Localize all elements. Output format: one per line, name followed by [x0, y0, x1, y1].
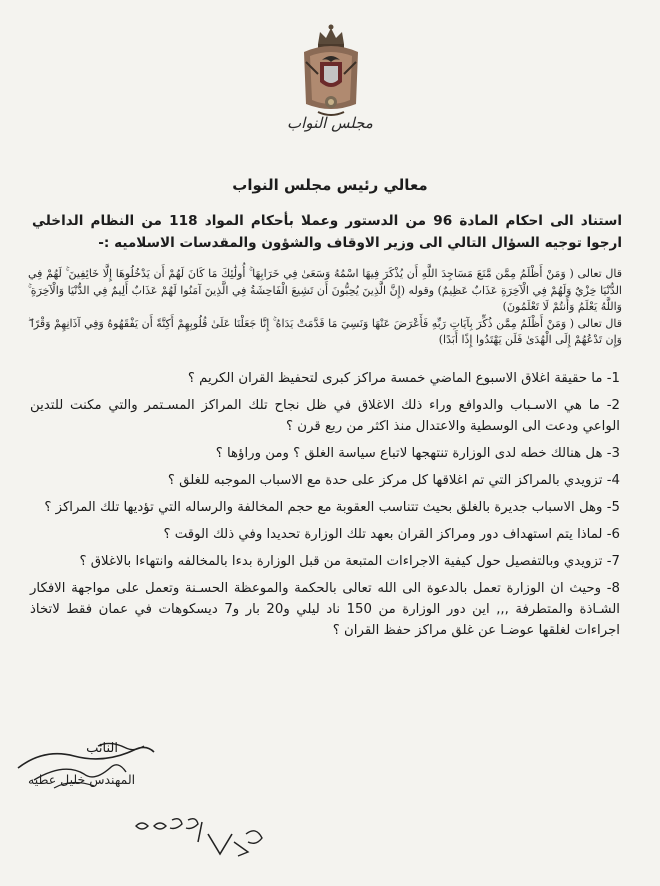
question-number: 7- [606, 554, 620, 569]
signer-title: النائب [86, 741, 118, 756]
verse-paragraph: قال تعالى ( وَمَنْ أَظْلَمُ مِمَّن مَّنَعَ مَسَاجِدَ اللَّهِ أَن يُذْكَرَ فِيهَا اسْمُهُ وَسَعَىٰ فِي خَرَابِهَا ۚ أُولَٰئِكَ مَا كَانَ لَهُمْ أَن يَدْخُلُوهَا إِلَّا خَائِفِينَ ۚ لَهُمْ فِي الدُّنْيَا خِزْيٌ وَلَهُمْ فِي الْآخِرَةِ عَذَابٌ عَظِيمٌ) وقوله (إِنَّ الَّذِينَ يُحِبُّونَ أَن تَشِيعَ الْفَاحِشَةُ فِي الَّذِينَ آمَنُوا لَهُمْ عَذَابٌ أَلِيمٌ فِي الدُّنْيَا وَالْآخِرَةِ ۚ وَاللَّهُ يَعْلَمُ وَأَنتُمْ لَا تَعْلَمُونَ) [28, 267, 622, 313]
handwritten-signature [14, 738, 174, 798]
question-text: وحيث ان الوزارة تعمل بالدعوة الى الله تعالى بالحكمة والموعظة الحسـنة وتعمل على مواجهة الافكار الشـاذة والمتطرفة ,,, اين دور الوزارة من 150 ناد ليلي و20 بار و7 ديسكوهات في عمان فقط لاتخاذ اجراءات لغلقها عوضـا عن غلق مراكز حفظ القران ؟ [30, 581, 620, 638]
question-item [30, 443, 620, 464]
question-number: 2- [606, 398, 620, 413]
council-name-letterhead: مجلس النواب [287, 114, 373, 132]
question-text: تزويدي بالمراكز التي تم اغلاقها كل مركز على حدة مع الاسباب الموجبه للغلق ؟ [167, 473, 603, 488]
intro-paragraph: استناد الى احكام المادة 96 من الدستور وعملا بأحكام المواد 118 من النظام الداخلي ارجوا توجيه السؤال التالي الى وزير الاوقاف والشؤون والمقدسات الاسلاميه :- [32, 213, 622, 251]
question-item [30, 497, 620, 518]
handwritten-date [128, 812, 268, 862]
question-number: 1- [606, 371, 620, 386]
jordan-coat-of-arms-icon [296, 22, 366, 120]
question-text: ما حقيقة اغلاق الاسبوع الماضي خمسة مراكز كبرى لتحفيظ القران الكريم ؟ [187, 371, 603, 386]
question-item [30, 395, 620, 437]
question-number: 5- [606, 500, 620, 515]
question-text: وهل الاسباب جديرة بالغلق بحيث تتناسب العقوبة مع حجم المخالفة والرساله التي تؤديها تلك المراكز ؟ [44, 500, 603, 515]
question-item [30, 551, 620, 572]
quran-verses [28, 266, 622, 349]
recipient-heading: معالي رئيس مجلس النواب [232, 176, 428, 194]
question-item [30, 368, 620, 389]
question-item [30, 470, 620, 491]
question-text: هل هنالك خطه لدى الوزارة تنتهجها لاتباع سياسة الغلق ؟ ومن وراؤها ؟ [215, 446, 603, 461]
question-number: 3- [606, 446, 620, 461]
question-item [30, 578, 620, 641]
question-text: لماذا يتم استهداف دور ومراكز القران بعهد تلك الوزارة تحديدا وفي ذلك الوقت ؟ [163, 527, 603, 542]
verse-paragraph: قال تعالى ( وَمَنْ أَظْلَمُ مِمَّن ذُكِّرَ بِآيَاتِ رَبِّهِ فَأَعْرَضَ عَنْهَا وَنَسِيَ مَا قَدَّمَتْ يَدَاهُ ۚ إِنَّا جَعَلْنَا عَلَىٰ قُلُوبِهِمْ أَكِنَّةً أَن يَفْقَهُوهُ وَفِي آذَانِهِمْ وَقْرًا ۖ وَإِن تَدْعُهُمْ إِلَى الْهُدَىٰ فَلَن يَهْتَدُوا إِذًا أَبَدًا) [28, 316, 622, 346]
question-text: ما هي الاسـباب والدوافع وراء ذلك الاغلاق في ظل نجاح تلك المراكز المسـتمر والتي مكنت للتدين الواعي ودعت الى الوسطية والاعتدال منذ اكثر من ربع قرن ؟ [30, 398, 620, 434]
question-number: 4- [606, 473, 620, 488]
question-number: 6- [606, 527, 620, 542]
questions-list [30, 368, 620, 647]
question-text: تزويدي وبالتفصيل حول كيفية الاجراءات المتبعة من قبل الوزارة بدءا بالمخالفه وانتهاءا بالاغلاق ؟ [79, 554, 603, 569]
signer-name: المهندس خليل عطيه [28, 772, 136, 787]
question-item [30, 524, 620, 545]
question-number: 8- [606, 581, 620, 596]
